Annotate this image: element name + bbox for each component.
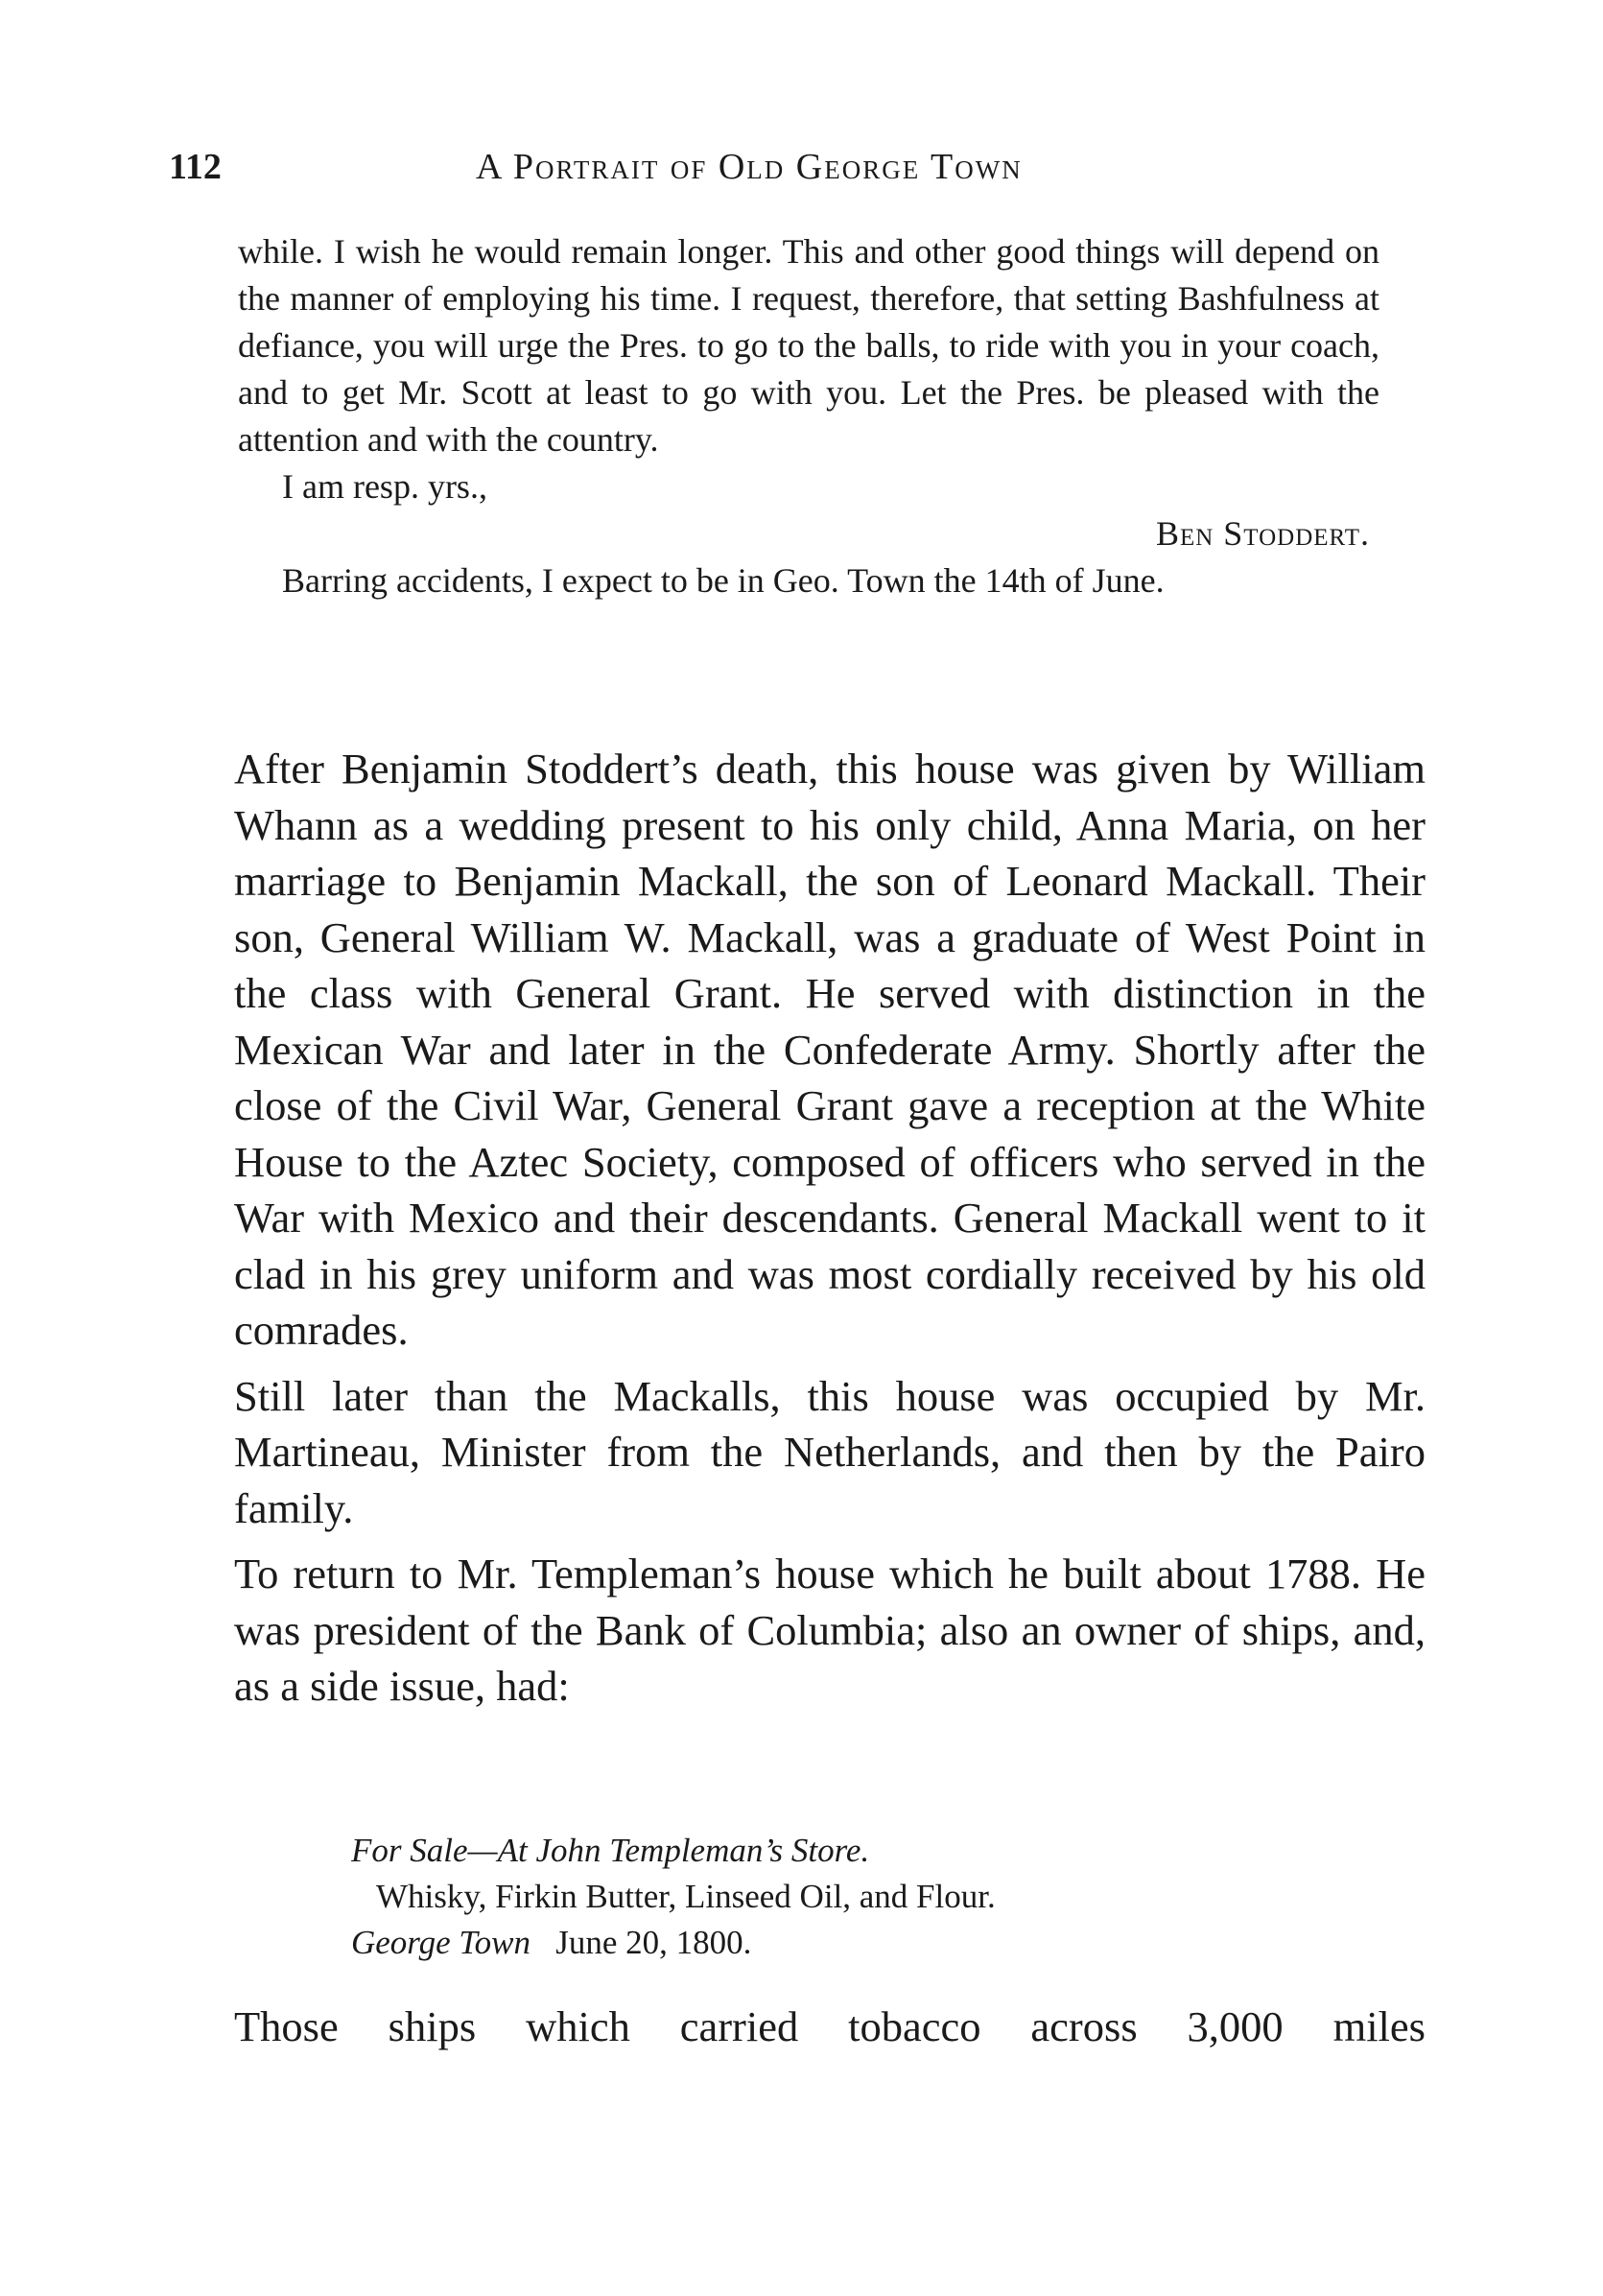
advert-dateline (351, 1920, 1291, 1966)
advert-date: June 20, 1800. (555, 1924, 752, 1961)
advert-heading: For Sale—At John Templeman’s Store. (351, 1832, 870, 1869)
advert-place: George Town (351, 1924, 531, 1961)
body-paragraph: To return to Mr. Templeman’s house which he built about 1788. He was president of the Bank of Columbia; also an owner of ships, and, as a side issue, had: (234, 1550, 1426, 1710)
continuing-paragraph: Those ships which carried tobacco across 3,000 miles (234, 2002, 1426, 2050)
running-head (169, 146, 1430, 203)
advertisement-quote (351, 1828, 1291, 1966)
body-text (234, 741, 1426, 1724)
letter-postscript: Barring accidents, I expect to be in Geo. Town the 14th of June. (282, 561, 1165, 600)
running-title: A Portrait of Old George Town (476, 147, 1023, 187)
advert-goods: Whisky, Firkin Butter, Linseed Oil, and Flour. (376, 1878, 996, 1915)
page-number: 112 (169, 147, 222, 187)
letter-signature: Ben Stoddert. (1155, 514, 1370, 553)
quoted-letter (238, 228, 1379, 604)
letter-closing: I am resp. yrs., (282, 467, 487, 506)
letter-paragraph: while. I wish he would remain longer. This and other good things will depend on the manner of employing his time. I request, therefore, that setting Bashfulness at defiance, you will urge the Pres. to go to the balls, to ride with you in your coach, and to get Mr. Scott at least to go with you. Let the Pres. be pleased with the attention and with the country. (238, 232, 1379, 459)
body-paragraph: Still later than the Mackalls, this house was occupied by Mr. Martineau, Minister from the Netherlands, and then by the Pairo family. (234, 1371, 1426, 1532)
body-paragraph: After Benjamin Stoddert’s death, this house was given by William Whann as a wedding present to his only child, Anna Maria, on her marriage to Benjamin Mackall, the son of Leonard Mackall. Their son, General William W. Mackall, was a graduate of West Point in the class with General Grant. He served with distinction in the Mexican War and later in the Confederate Army. Shortly after the close of the Civil War, General Grant gave a reception at the White House to the Aztec Society, composed of officers who served in the War with Mexico and their descendants. General Mackall went to it clad in his grey uniform and was most cordially received by his old comrades. (234, 745, 1426, 1354)
